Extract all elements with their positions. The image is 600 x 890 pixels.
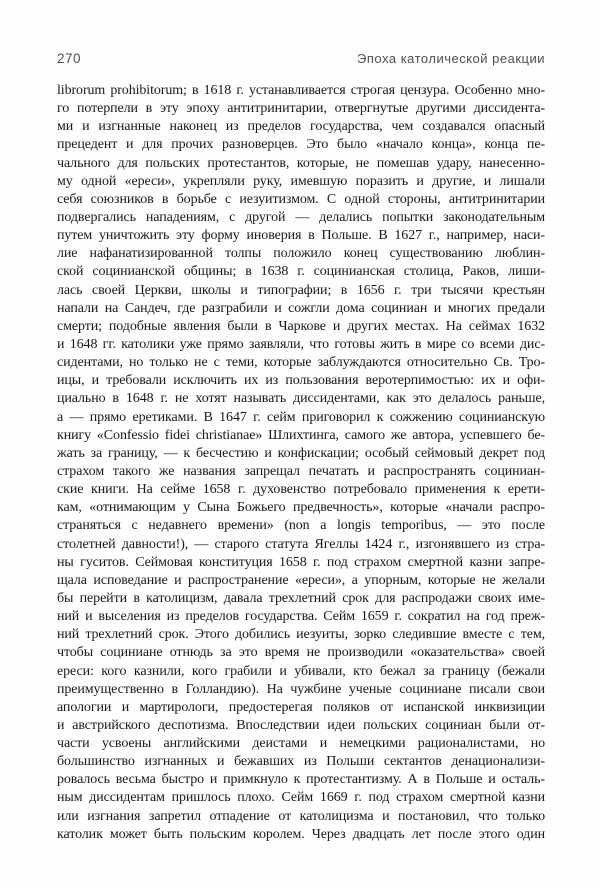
- body-text-line: напали на Сандеч, где разграбили и сожгли дома социниан и многих предали: [57, 300, 545, 316]
- body-text-line: ской социнианской общины; в 1638 г. социнианская столица, Раков, лиши-: [57, 264, 545, 280]
- body-text-line: сидентами, но только не с теми, которые заблуждаются относительно Св. Тро-: [57, 355, 545, 371]
- body-text-line: части усвоены английскими деистами и немецкими рационалистами, но: [57, 736, 545, 752]
- body-text-line: чального для польских протестантов, которые, не помешав удару, нанесенно-: [57, 155, 545, 171]
- body-text-line: страняться с недавнего времени» (non a longis temporibus, — это после: [57, 518, 545, 534]
- page-header: [57, 51, 545, 66]
- body-text-line: кам, «отнимающим у Сына Божьего предвечность», которые «начали распро-: [57, 500, 545, 516]
- body-text-line: librorum prohibitorum; в 1618 г. устанавливается строгая цензура. Особенно мно-: [57, 83, 545, 98]
- body-text-line: столетней давности!), — старого статута Ягеллы 1424 г., изгонявшего из стра-: [57, 536, 545, 552]
- body-text-line: и 1648 гг. католики уже прямо заявляли, что готовы жить в мире со всеми дис-: [57, 336, 545, 352]
- body-text-line: смерти; подобные явления были в Чаркове и других местах. На сеймах 1632: [57, 318, 545, 334]
- running-title: Эпоха католической реакции: [357, 51, 545, 66]
- body-text-line: преимущественно в Голландию). На чужбине ученые социниане писали свои: [57, 681, 545, 697]
- body-text-line: циально в 1648 г. не хотят называть диссидентами, как это делалось раньше,: [57, 391, 545, 407]
- body-text-line: книгу «Confessio fidei christianae» Шлихтинга, самого же автора, успевшего бе-: [57, 427, 545, 443]
- page-number: 270: [57, 51, 82, 66]
- body-text-line: ереси: кого казнили, кого грабили и убивали, кто бежал за границу (бежали: [57, 663, 545, 679]
- body-text-line: чтобы социниане отнюдь за это время не производили «оказательства» своей: [57, 645, 545, 661]
- body-text-line: ицы, и требовали исключить их из пользования веротерпимостью: их и офи-: [57, 373, 545, 389]
- body-text-line: и австрийского деспотизма. Впоследствии идеи польских социниан были от-: [57, 717, 545, 733]
- body-text-line: прецедент и для прочих разноверцев. Это было «начало конца», конца пе-: [57, 137, 545, 153]
- body-text-line: ские книги. На сейме 1658 г. духовенство потребовало применения к ерети-: [57, 482, 545, 498]
- body-text-line: большинство изгнанных и бежавших из Польши сектантов денационализи-: [57, 754, 545, 770]
- body-text-line: лась своей Церкви, школы и типографии; в 1656 г. три тысячи крестьян: [57, 282, 545, 298]
- body-text-line: подвергались нападениям, с другой — делались попытки законодательным: [57, 209, 545, 225]
- body-text-line: лие нафанатизированной толпы положило конец существованию люблин-: [57, 246, 545, 262]
- body-text-line: путем уничтожить эту форму иноверия в Польше. В 1627 г., например, наси-: [57, 228, 545, 244]
- body-text-line: му одной «ереси», укрепляли руку, имевшую поразить и другие, и лишали: [57, 173, 545, 189]
- body-text-line: ний трехлетний срок. Этого добились иезуиты, зорко следившие вместе с тем,: [57, 627, 545, 643]
- body-text-line: го потерпели в эту эпоху антитринитарии, отвергнутые другими диссидента-: [57, 101, 545, 117]
- body-text-line: страхом такого же названия запрещал печатать и распространять социниан-: [57, 463, 545, 479]
- page-body: [57, 82, 545, 844]
- body-text-line: ным диссидентам пришлось плохо. Сейм 1669 г. под страхом смертной казни: [57, 790, 545, 806]
- body-text-line: или изгнания запретил отпадение от католицизма и постановил, что только: [57, 808, 545, 824]
- body-text-line: бы перейти в католицизм, давала трехлетний срок для распродажи своих име-: [57, 590, 545, 606]
- body-text-line: жать за границу, — к бесчестию и конфискации; особый сеймовый декрет под: [57, 445, 545, 461]
- body-text-line: а — прямо еретиками. В 1647 г. сейм приговорил к сожжению социнианскую: [57, 409, 545, 425]
- body-text-line: ми и изгнанные наконец из пределов государства, чем создавался опасный: [57, 119, 545, 135]
- body-text-line: себя союзников в борьбе с иезуитизмом. С одной стороны, антитринитарии: [57, 191, 545, 207]
- body-text-line: ровалось весьма быстро и примкнуло к протестантизму. А в Польше и осталь-: [57, 772, 545, 788]
- body-text-line: ны гуситов. Сеймовая конституция 1658 г. под страхом смертной казни запре-: [57, 554, 545, 570]
- body-text-line: щала исповедание и распространение «ереси», а упорным, которые не желали: [57, 572, 545, 588]
- body-text-line: католик может быть польским королем. Через двадцать лет после этого один: [57, 826, 545, 842]
- body-text-line: ний и выселения из пределов государства. Сейм 1659 г. сократил на год преж-: [57, 609, 545, 625]
- body-text-line: апологии и мартирологи, предостерегая поляков от испанской инквизиции: [57, 699, 545, 715]
